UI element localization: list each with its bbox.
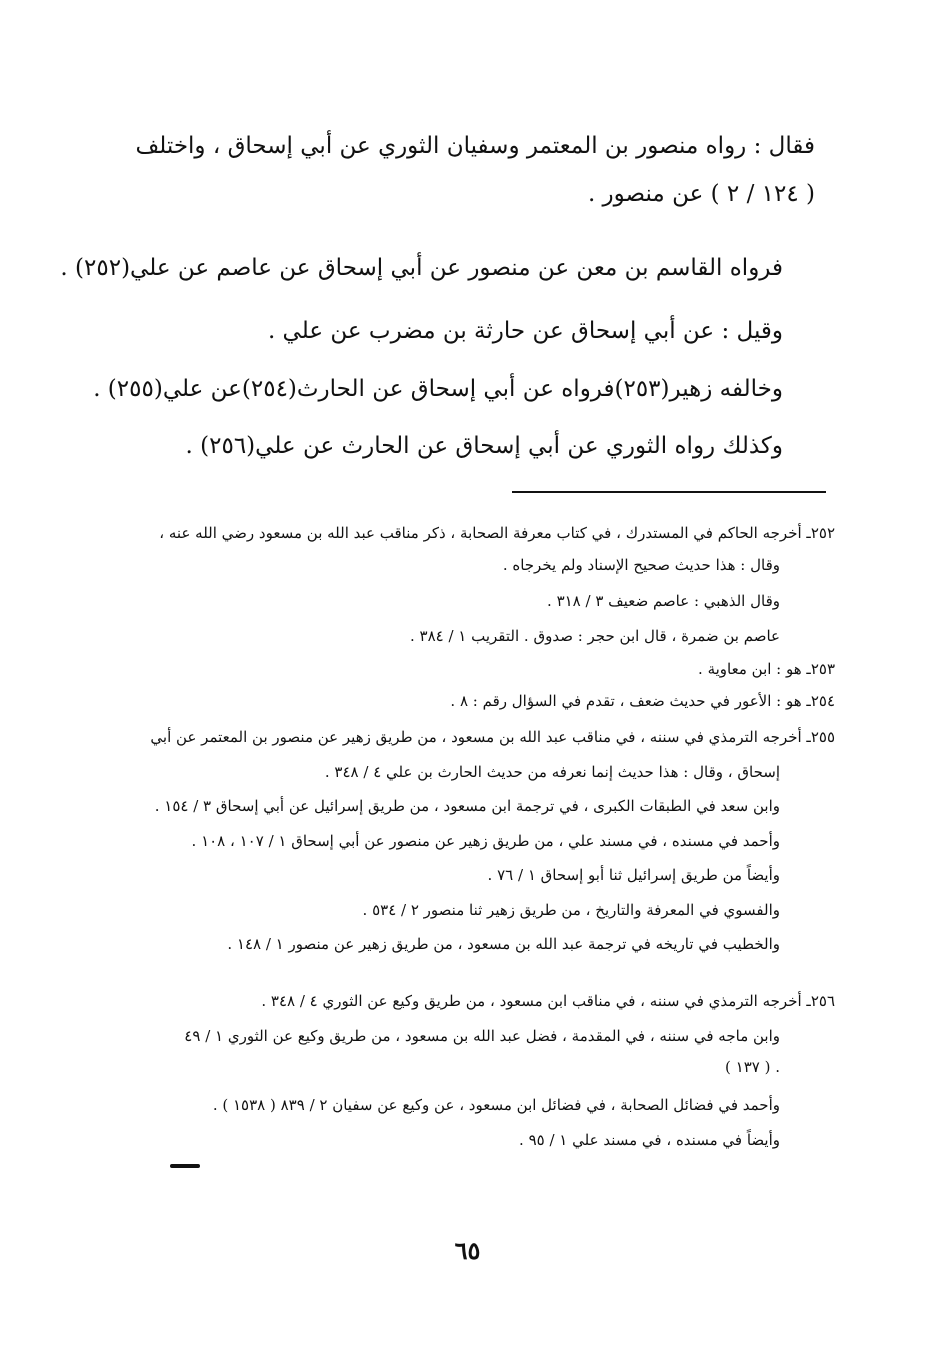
body-line-4: وقيل : عن أبي إسحاق عن حارثة بن مضرب عن علي .: [267, 318, 783, 344]
page-number: ٦٥: [454, 1236, 481, 1265]
footnote-line: وقال الذهبي : عاصم ضعيف ٣ / ٣١٨ .: [547, 592, 780, 610]
footnote-line: عاصم بن ضمرة ، قال ابن حجر : صدوق . التقريب ١ / ٣٨٤ .: [409, 627, 780, 645]
footnote-line: ٢٥٤ـ هو : الأعور في حديث ضعف ، تقدم في السؤال رقم : ٨ .: [450, 692, 835, 710]
footnote-line: ٢٥٦ـ أخرجه الترمذي في سننه ، في مناقب ابن مسعود ، من طريق وكيع عن الثوري ٤ / ٣٤٨ .: [261, 992, 835, 1010]
footnote-line: ٢٥٢ـ أخرجه الحاكم في المستدرك ، في كتاب معرفة الصحابة ، ذكر مناقب عبد الله بن مسعود رضي الله عنه ،: [159, 524, 835, 542]
footnote-line: ( ١٣٧ ) .: [725, 1058, 780, 1076]
footnote-line: وابن ماجه في سننه ، في المقدمة ، فضل عبد الله بن مسعود ، من طريق وكيع عن الثوري ١ / ٤٩: [184, 1027, 780, 1045]
body-line-3: فرواه القاسم بن معن عن منصور عن أبي إسحاق عن عاصم عن علي(٢٥٢) .: [60, 255, 783, 281]
footnote-line: ٢٥٥ـ أخرجه الترمذي في سننه ، في مناقب عبد الله بن مسعود ، من طريق زهير عن منصور بن المعتمر عن أبي: [150, 728, 835, 746]
body-line-2: ( ١٢٤ / ٢ ) عن منصور .: [587, 181, 815, 207]
body-line-5: وخالفه زهير(٢٥٣)فرواه عن أبي إسحاق عن الحارث(٢٥٤)عن علي(٢٥٥) .: [93, 376, 783, 402]
body-line-1: فقال : رواه منصور بن المعتمر وسفيان الثوري عن أبي إسحاق ، واختلف: [135, 133, 815, 159]
footnote-line: والفسوي في المعرفة والتاريخ ، من طريق زهير ثنا منصور ٢ / ٥٣٤ .: [362, 901, 780, 919]
footnote-line: وأيضاً في مسنده ، في مسند علي ١ / ٩٥ .: [519, 1131, 780, 1149]
footnote-divider: [512, 491, 826, 493]
footnote-line: وقال : هذا حديث صحيح الإسناد ولم يخرجاه .: [502, 556, 780, 574]
footnote-line: وأحمد في مسنده ، في مسند علي ، من طريق زهير عن منصور عن أبي إسحاق ١ / ١٠٧ ، ١٠٨ .: [191, 832, 780, 850]
body-line-6: وكذلك رواه الثوري عن أبي إسحاق عن الحارث عن علي(٢٥٦) .: [185, 433, 783, 459]
footnote-line: ٢٥٣ـ هو : ابن معاوية .: [698, 660, 835, 678]
footnote-line: وأحمد في فضائل الصحابة ، في فضائل ابن مسعود ، عن وكيع عن سفيان ٢ / ٨٣٩ ( ١٥٣٨ ) .: [212, 1096, 780, 1114]
footnote-line: وأيضاً من طريق إسرائيل ثنا أبو إسحاق ١ / ٧٦ .: [487, 866, 780, 884]
footnote-line: وابن سعد في الطبقات الكبرى ، في ترجمة ابن مسعود ، من طريق إسرائيل عن أبي إسحاق ٣ / ١٥٤ .: [154, 797, 780, 815]
footnote-line: والخطيب في تاريخه في ترجمة عبد الله بن مسعود ، من طريق زهير عن منصور ١ / ١٤٨ .: [227, 935, 780, 953]
footnote-line: إسحاق ، وقال : هذا حديث إنما نعرفه من حديث الحارث بن علي ٤ / ٣٤٨ .: [324, 763, 780, 781]
end-of-notes-mark: [170, 1164, 200, 1168]
